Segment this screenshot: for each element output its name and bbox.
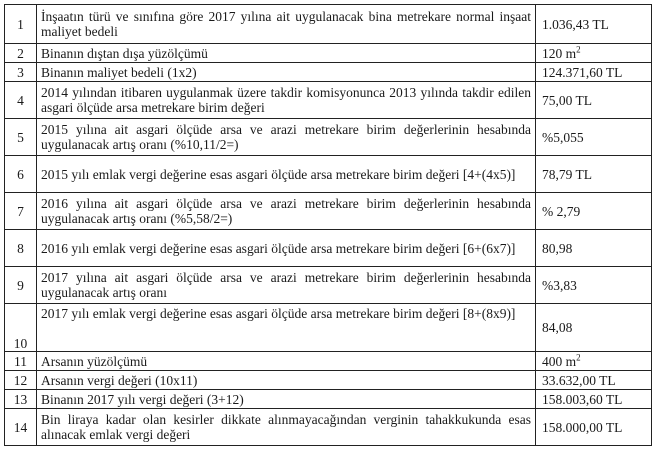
row-description: 2016 yılı emlak vergi değerine esas asgari ölçüde arsa metrekare birim değeri [6+(6x7)] bbox=[37, 230, 536, 267]
row-number: 2 bbox=[5, 44, 37, 63]
row-description: Bin liraya kadar olan kesirler dikkate alınmayacağından verginin tahakkukunda esas alınacak emlak vergi değeri bbox=[37, 409, 536, 446]
table-row bbox=[5, 193, 652, 230]
document-page bbox=[4, 4, 651, 446]
row-value: 124.371,60 TL bbox=[536, 63, 652, 82]
row-number: 6 bbox=[5, 156, 37, 193]
row-description: 2014 yılından itibaren uygulanmak üzere takdir komisyonunca 2013 yılında takdir edilen asgari ölçüde arsa metrekare birim değeri bbox=[37, 82, 536, 119]
table-row bbox=[5, 371, 652, 390]
row-value: 400 m bbox=[542, 353, 577, 369]
tax-calculation-table bbox=[4, 4, 652, 446]
row-value: 84,08 bbox=[536, 304, 652, 352]
row-description: Arsanın vergi değeri (10x11) bbox=[37, 371, 536, 390]
row-value: 158.000,00 TL bbox=[536, 409, 652, 446]
row-number: 1 bbox=[5, 5, 37, 44]
row-number: 7 bbox=[5, 193, 37, 230]
row-number: 4 bbox=[5, 82, 37, 119]
row-value: % 2,79 bbox=[536, 193, 652, 230]
row-value: 158.003,60 TL bbox=[536, 390, 652, 409]
unit-exponent: 2 bbox=[576, 44, 581, 54]
row-number: 5 bbox=[5, 119, 37, 156]
table-row bbox=[5, 390, 652, 409]
table-row bbox=[5, 230, 652, 267]
table-row bbox=[5, 63, 652, 82]
row-number: 13 bbox=[5, 390, 37, 409]
row-description: 2017 yılı emlak vergi değerine esas asgari ölçüde arsa metrekare birim değeri [8+(8x9)] bbox=[37, 304, 536, 352]
table-row bbox=[5, 409, 652, 446]
row-description: 2015 yılı emlak vergi değerine esas asgari ölçüde arsa metrekare birim değeri [4+(4x5)] bbox=[37, 156, 536, 193]
row-value: 33.632,00 TL bbox=[536, 371, 652, 390]
row-number: 8 bbox=[5, 230, 37, 267]
row-description: İnşaatın türü ve sınıfına göre 2017 yılına ait uygulanacak bina metrekare normal inşaat maliyet bedeli bbox=[37, 5, 536, 44]
row-number: 11 bbox=[5, 352, 37, 371]
row-description: Binanın maliyet bedeli (1x2) bbox=[37, 63, 536, 82]
row-description: Binanın 2017 yılı vergi değeri (3+12) bbox=[37, 390, 536, 409]
row-description: 2017 yılına ait asgari ölçüde arsa ve arazi metrekare birim değerlerinin hesabında uygulanacak artış oranı bbox=[37, 267, 536, 304]
table-row bbox=[5, 304, 652, 352]
row-number: 12 bbox=[5, 371, 37, 390]
row-value-cell bbox=[536, 352, 652, 371]
row-value: 120 m bbox=[542, 45, 577, 61]
table-row bbox=[5, 44, 652, 63]
table-row bbox=[5, 119, 652, 156]
table-row bbox=[5, 156, 652, 193]
table-row bbox=[5, 5, 652, 44]
row-value: 80,98 bbox=[536, 230, 652, 267]
row-description: 2015 yılına ait asgari ölçüde arsa ve arazi metrekare birim değerlerinin hesabında uygulanacak artış oranı (%10,11/2=) bbox=[37, 119, 536, 156]
table-row bbox=[5, 82, 652, 119]
row-description: Arsanın yüzölçümü bbox=[37, 352, 536, 371]
row-value: 78,79 TL bbox=[536, 156, 652, 193]
row-value: 75,00 TL bbox=[536, 82, 652, 119]
row-number: 3 bbox=[5, 63, 37, 82]
row-value: %5,055 bbox=[536, 119, 652, 156]
row-description: Binanın dıştan dışa yüzölçümü bbox=[37, 44, 536, 63]
row-value-cell bbox=[536, 44, 652, 63]
table-row bbox=[5, 352, 652, 371]
table-row bbox=[5, 267, 652, 304]
row-number: 14 bbox=[5, 409, 37, 446]
unit-exponent: 2 bbox=[576, 352, 581, 362]
row-number: 9 bbox=[5, 267, 37, 304]
row-value: 1.036,43 TL bbox=[536, 5, 652, 44]
row-value: %3,83 bbox=[536, 267, 652, 304]
row-description: 2016 yılına ait asgari ölçüde arsa ve arazi metrekare birim değerlerinin hesabında uygulanacak artış oranı (%5,58/2=) bbox=[37, 193, 536, 230]
row-number: 10 bbox=[5, 304, 37, 352]
